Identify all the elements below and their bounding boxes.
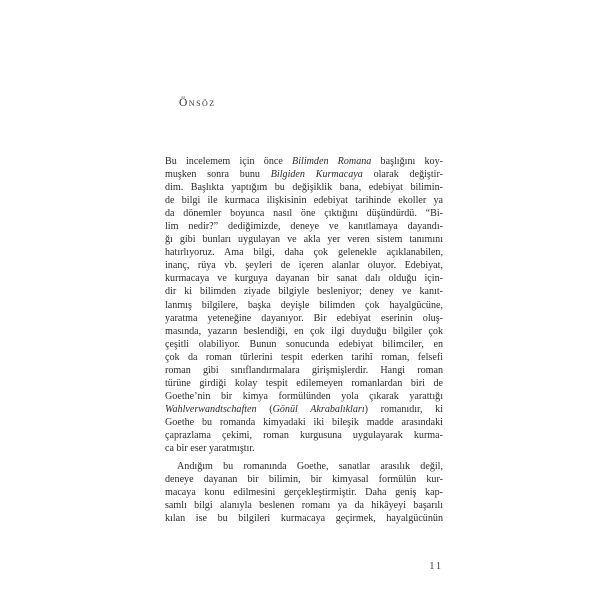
- text-line: dir ki bilimden ziyade bilgiyle besleniyor; deney ve kanıt-: [165, 286, 443, 298]
- paragraph-1: [165, 155, 443, 455]
- text-line: Andığım bu romanında Goethe, sanatlar arasılık değil,: [177, 461, 443, 473]
- text-line: Wahlverwandtschaften (Gönül Akrabalıkları) romanıdır, ki: [165, 403, 444, 415]
- text-line: kılan ise bu bilgileri kurmacaya geçirmek, hayalgücünün: [165, 513, 443, 525]
- body-text: [165, 155, 443, 525]
- text-line: Goethe’nin bir kimya formülünden yola çıkarak yarattığı: [165, 390, 443, 402]
- text-line: masında, yazarın beslendiği, en çok ilgi duyduğu bilgiler çok: [165, 325, 443, 337]
- text-line: kurmacaya ve kurguya dayanan bir sanat dalı olduğu için-: [165, 273, 443, 285]
- text-line: deneye dayanan bir bilimin, bir kimyasal formülün kur-: [165, 474, 443, 486]
- text-line: ca bir eser yaratmıştır.: [165, 443, 255, 455]
- text-line: çok da roman türlerini tespit ederken tarihî roman, felsefi: [165, 351, 443, 363]
- text-line: de bilgi ile kurmaca ilişkisinin edebiyat tarihinde ekoller ya: [165, 195, 443, 207]
- text-line: macaya konu edilmesini gerçekleştirmiştir. Daha geniş kap-: [165, 487, 443, 499]
- page-number: 11: [429, 561, 443, 572]
- text-line: Bu incelemem için önce Bilimden Romana başlığını koy-: [165, 156, 444, 167]
- text-line: dim. Başlıkta yaptığım bu değişiklik bana, edebiyat bilimin-: [165, 182, 443, 194]
- text-line: çaprazlama çekimi, roman kurgusuna uygulayarak kurma-: [165, 429, 443, 441]
- text-line: yaratma yeteneğine dayanıyor. Bir edebiyat eserinin oluş-: [165, 312, 443, 324]
- paragraph-2: [165, 460, 443, 525]
- text-line: lanmış bilgilere, başka deyişle bilimden çok hayalgücüne,: [165, 299, 443, 311]
- text-line: lim nedir?” dediğimizde, deneye ve kanıtlamaya dayandı-: [165, 221, 443, 233]
- text-line: Goethe bu romanda kimyadaki iki bileşik madde arasındaki: [165, 416, 443, 428]
- text-line: inanç, rüya vb. şeyleri de içeren alanlar oluyor. Edebiyat,: [165, 260, 443, 272]
- text-line: da dönemler boyunca nasıl öne çıktığını düşündürdü. “Bi-: [165, 208, 443, 220]
- text-line: samlı bilgi alanıyla beslenen romanı ya da hikâyeyi başarılı: [165, 500, 443, 512]
- text-line: roman gibi sınıflandırmalara girişmişlerdir. Hangi roman: [165, 364, 443, 376]
- chapter-heading: Önsöz: [179, 97, 216, 109]
- text-line: muşken sonra bunu Bilgiden Kurmacaya olarak değiştir-: [165, 169, 443, 181]
- text-line: ğı gibi bunları uygulayan ve akla yer veren sistem tanımını: [165, 234, 443, 246]
- text-line: türüne girdiği kolay tespit edilemeyen romanlardan biri de: [165, 377, 443, 389]
- text-line: çeşitli olabiliyor. Bunun sonucunda edebiyat bilimciler, en: [165, 338, 443, 350]
- text-line: hatırlıyoruz. Ama bilgi, daha çok gelenekle açıklanabilen,: [165, 247, 443, 259]
